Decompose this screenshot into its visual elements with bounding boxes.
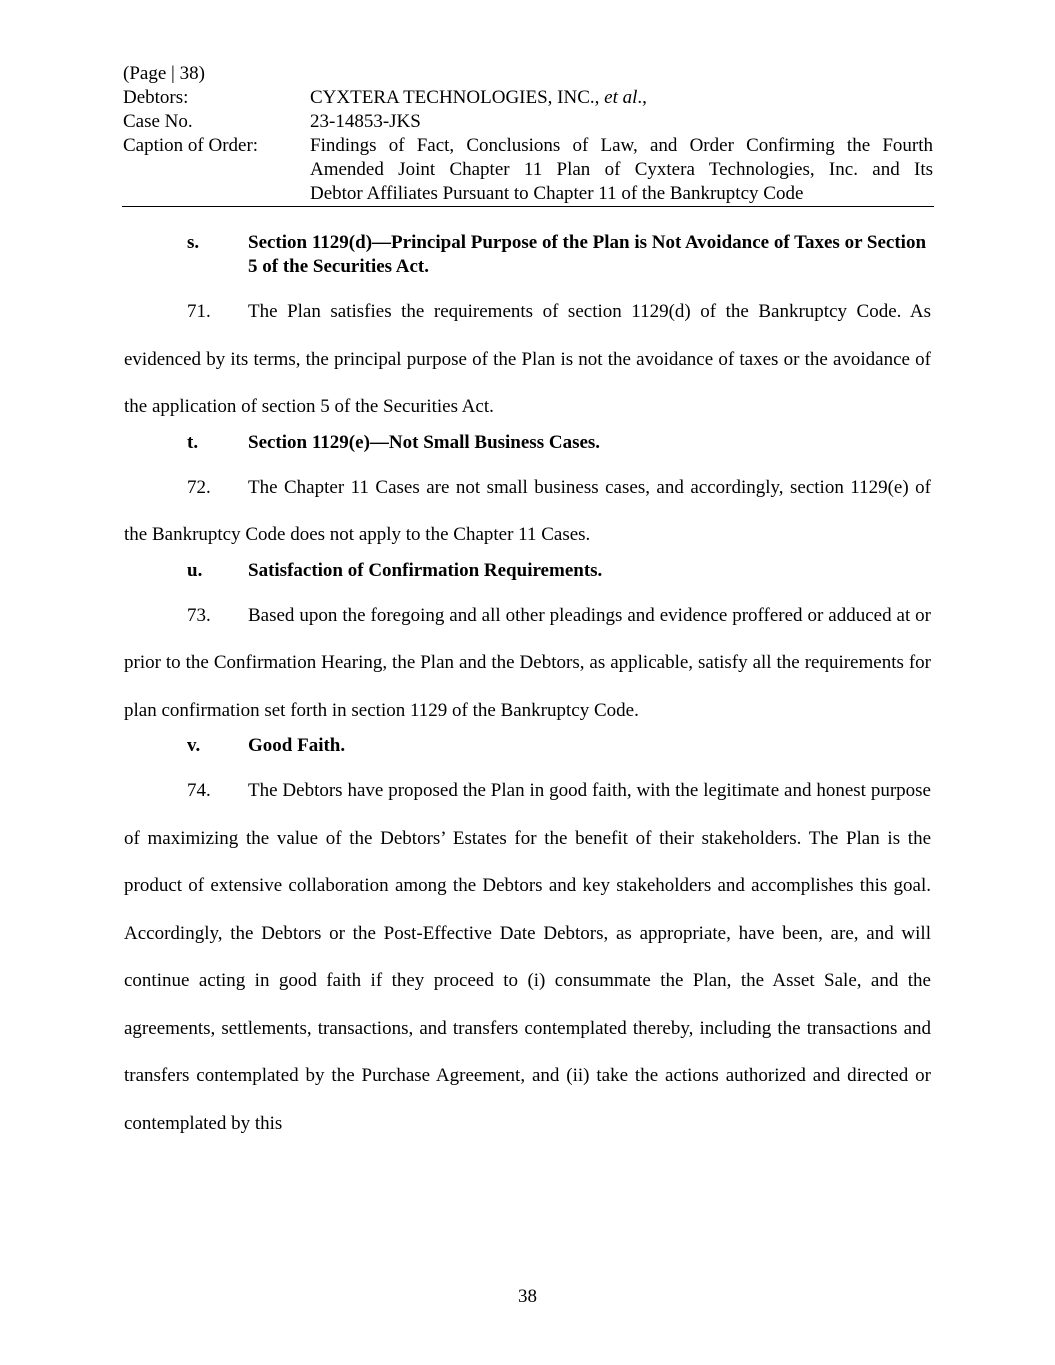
section-letter: s.	[187, 232, 200, 253]
paragraph-text: The Debtors have proposed the Plan in good faith, with the legitimate and honest purpose of maximizing the value of the Debtors’ Estates for the benefit of their stakeholders. The Plan is the product of extensive collaboration among the Debtors and key stakeholders and accomplishes this goal. Accordingly, the Debtors or the Post-Effective Date Debtors, as appropriate, have been, are, and will continue acting in good faith if they proceed to (i) consummate the Plan, the Asset Sale, and the agreements, settlements, transactions, and transfers contemplated thereby, including the transactions and transfers contemplated by the Purchase Agreement, and (ii) take the actions authorized and directed or contemplated by this	[124, 780, 931, 1134]
debtors-value	[310, 86, 933, 110]
debtors-etal: et al	[604, 87, 638, 108]
document-body	[124, 231, 931, 1147]
caption-line-2: Amended Joint Chapter 11 Plan of Cyxtera Technologies, Inc. and Its	[310, 159, 933, 180]
debtors-row	[123, 86, 933, 110]
section-heading-t	[124, 431, 931, 455]
caption-line-1: Findings of Fact, Conclusions of Law, and Order Confirming the Fourth	[310, 135, 933, 156]
paragraph-72	[124, 464, 931, 559]
header-divider	[122, 206, 934, 207]
section-title: Good Faith.	[248, 735, 346, 756]
caption-label: Caption of Order:	[123, 135, 259, 156]
document-header	[123, 62, 933, 206]
section-heading-v	[124, 734, 931, 758]
section-letter: v.	[187, 735, 201, 756]
page-reference-row	[123, 62, 933, 86]
section-title: Section 1129(e)—Not Small Business Cases.	[248, 431, 601, 453]
section-title: Satisfaction of Confirmation Requirements.	[248, 559, 603, 581]
case-number-label: Case No.	[123, 111, 193, 132]
caption-value	[310, 134, 933, 206]
section-heading-s	[124, 231, 931, 279]
page-number: 38	[518, 1286, 537, 1307]
section-letter: t.	[187, 431, 199, 453]
paragraph-number: 74.	[187, 780, 211, 801]
paragraph-74	[124, 767, 931, 1147]
paragraph-number: 73.	[187, 604, 211, 626]
debtors-label: Debtors:	[123, 87, 189, 108]
caption-row	[123, 134, 933, 206]
caption-line-3: Debtor Affiliates Pursuant to Chapter 11 of the Bankruptcy Code	[310, 183, 804, 204]
paragraph-73	[124, 592, 931, 735]
section-letter: u.	[187, 559, 203, 581]
paragraph-number: 71.	[187, 301, 211, 322]
paragraph-text: The Chapter 11 Cases are not small business cases, and accordingly, section 1129(e) of the Bankruptcy Code does not apply to the Chapter 11 Cases.	[124, 476, 931, 545]
debtors-name: CYXTERA TECHNOLOGIES, INC.,	[310, 87, 600, 108]
case-number-value: 23-14853-JKS	[310, 111, 421, 132]
case-number-row	[123, 110, 933, 134]
paragraph-text: Based upon the foregoing and all other pleadings and evidence proffered or adduced at or prior to the Confirmation Hearing, the Plan and the Debtors, as applicable, satisfy all the requirements for plan confirmation set forth in section 1129 of the Bankruptcy Code.	[124, 604, 931, 721]
debtors-suffix: .,	[637, 87, 647, 108]
page-reference: (Page | 38)	[123, 63, 205, 84]
paragraph-text: The Plan satisfies the requirements of section 1129(d) of the Bankruptcy Code. As evidenced by its terms, the principal purpose of the Plan is not the avoidance of taxes or the avoidance of the application of section 5 of the Securities Act.	[124, 301, 931, 417]
paragraph-number: 72.	[187, 476, 211, 498]
section-heading-u	[124, 559, 931, 583]
paragraph-71	[124, 288, 931, 431]
section-title: Section 1129(d)—Principal Purpose of the Plan is Not Avoidance of Taxes or Section 5 of the Securities Act.	[248, 232, 927, 277]
